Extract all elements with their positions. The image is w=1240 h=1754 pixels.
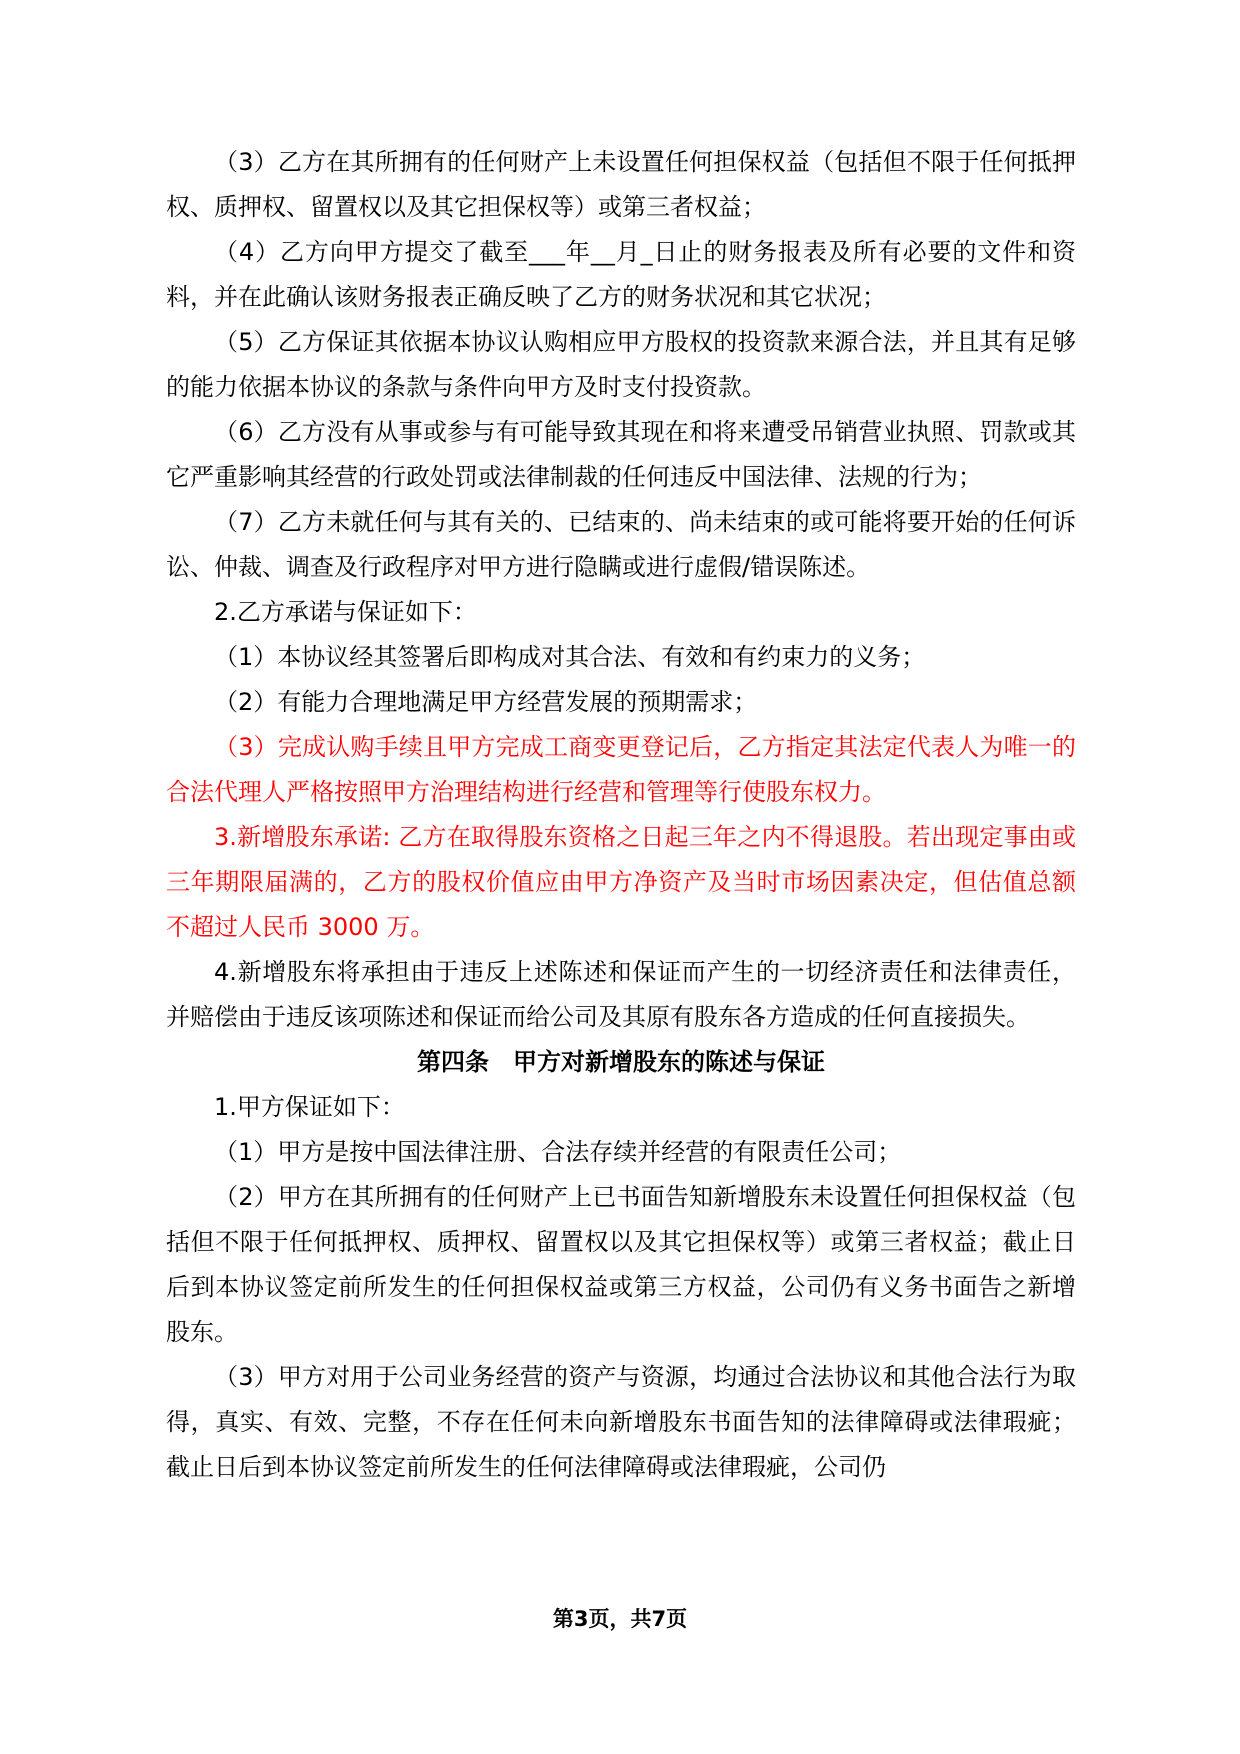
paragraph: （3）甲方对用于公司业务经营的资产与资源，均通过合法协议和其他合法行为取得，真实、有效、完整，不存在任何未向新增股东书面告知的法律障碍或法律瑕疵；截止日后到本协议签定前所发生的任何法律障碍或法律瑕疵，公司仍 xyxy=(166,1363,1076,1481)
paragraph: （4）乙方向甲方提交了截至___年__月_日止的财务报表及所有必要的文件和资料，并在此确认该财务报表正确反映了乙方的财务状况和其它状况； xyxy=(166,238,1076,311)
paragraph: （1）本协议经其签署后即构成对其合法、有效和有约束力的义务； xyxy=(214,643,926,671)
document-body xyxy=(166,140,1076,1490)
paragraph: （6）乙方没有从事或参与有可能导致其现在和将来遭受吊销营业执照、罚款或其它严重影响其经营的行政处罚或法律制裁的任何违反中国法律、法规的行为； xyxy=(166,418,1076,491)
highlighted-paragraph: 3.新增股东承诺: 乙方在取得股东资格之日起三年之内不得退股。若出现定事由或三年期限届满的，乙方的股权价值应由甲方净资产及当时市场因素决定，但估值总额不超过人民币 3000 万。 xyxy=(166,823,1076,941)
paragraph: （2）甲方在其所拥有的任何财产上已书面告知新增股东未设置任何担保权益（包括但不限于任何抵押权、质押权、留置权以及其它担保权等）或第三者权益；截止日后到本协议签定前所发生的任何担保权益或第三方权益，公司仍有义务书面告之新增股东。 xyxy=(166,1183,1076,1346)
highlighted-paragraph: （3）完成认购手续且甲方完成工商变更登记后，乙方指定其法定代表人为唯一的合法代理人严格按照甲方治理结构进行经营和管理等行使股东权力。 xyxy=(166,733,1076,806)
paragraph: （7）乙方未就任何与其有关的、已结束的、尚未结束的或可能将要开始的任何诉讼、仲裁、调查及行政程序对甲方进行隐瞒或进行虚假/错误陈述。 xyxy=(166,508,1076,581)
paragraph: 4.新增股东将承担由于违反上述陈述和保证而产生的一切经济责任和法律责任，并赔偿由于违反该项陈述和保证而给公司及其原有股东各方造成的任何直接损失。 xyxy=(166,958,1076,1031)
paragraph: 2.乙方承诺与保证如下： xyxy=(214,598,477,626)
paragraph: （1）甲方是按中国法律注册、合法存续并经营的有限责任公司； xyxy=(214,1138,902,1166)
page-footer: 第3页，共7页 xyxy=(552,1607,688,1631)
paragraph: 1.甲方保证如下： xyxy=(214,1093,405,1121)
paragraph: （2）有能力合理地满足甲方经营发展的预期需求； xyxy=(214,688,758,716)
paragraph: （3）乙方在其所拥有的任何财产上未设置任何担保权益（包括但不限于任何抵押权、质押权、留置权以及其它担保权等）或第三者权益； xyxy=(166,148,1076,221)
section-heading: 第四条 甲方对新增股东的陈述与保证 xyxy=(417,1048,825,1076)
paragraph: （5）乙方保证其依据本协议认购相应甲方股权的投资款来源合法，并且其有足够的能力依据本协议的条款与条件向甲方及时支付投资款。 xyxy=(166,328,1076,401)
